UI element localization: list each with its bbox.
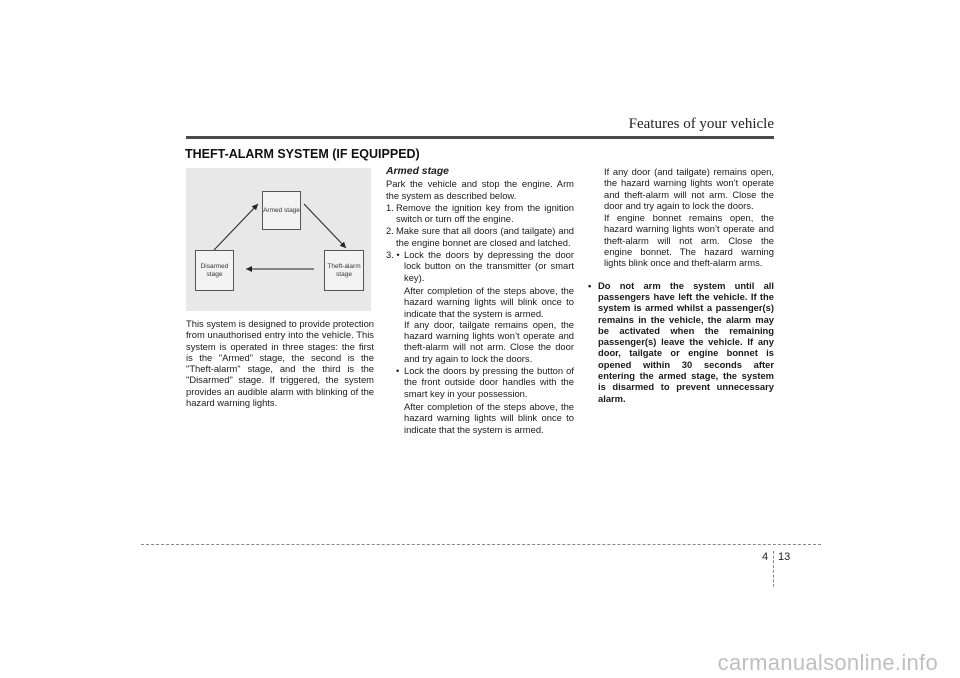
warning-bullet: • bbox=[588, 279, 592, 291]
warning-text: Do not arm the system until all passengers have left the vehicle. If the system is armed whilst a passenger(s) remains in the vehicle, the alarm may be activated when the remaining passenger(s) leave the vehicle. If any door, tailgate or engine bonnet is opened within 30 seconds after entering the armed stage, the system is disarmed to prevent unnecessary alarm. bbox=[598, 279, 774, 404]
chapter-number: 4 bbox=[762, 551, 769, 563]
step-2-text: Make sure that all doors (and tailgate) and the engine bonnet are closed and latched. bbox=[396, 225, 574, 248]
armed-stage-heading: Armed stage bbox=[386, 166, 449, 177]
step-1 bbox=[386, 202, 574, 225]
theft-alarm-stage-box: Theft-alarm stage bbox=[324, 250, 364, 291]
arrow-to-theft bbox=[304, 204, 346, 248]
step-1-text: Remove the ignition key from the ignition switch or turn off the engine. bbox=[396, 201, 574, 225]
footer-rule bbox=[141, 544, 821, 545]
armed-stage-box: Armed stage bbox=[262, 191, 301, 230]
step-2-number: 2. bbox=[386, 225, 394, 237]
step-3-bullet-2-after: After completion of the steps above, the hazard warning lights will blink once to indicate that the system is armed. bbox=[404, 400, 574, 435]
running-header: Features of your vehicle bbox=[628, 116, 774, 132]
step-1-number: 1. bbox=[386, 201, 394, 213]
door-open-note: If any door (and tailgate) remains open, the hazard warning lights won’t operate and theft-alarm will not arm. Close the door and try again to lock the doors. bbox=[604, 166, 774, 211]
intro-column bbox=[186, 318, 374, 408]
step-3-bullet-2 bbox=[386, 365, 574, 399]
arrow-to-armed bbox=[214, 204, 258, 250]
bullet-mark: • bbox=[396, 365, 400, 377]
step-3-text: Lock the doors by depressing the door lock button on the transmitter (or smart key). bbox=[404, 249, 574, 283]
site-watermark: carmanualsonline.info bbox=[717, 650, 938, 675]
armed-stage-column bbox=[386, 166, 574, 435]
page-number: 13 bbox=[778, 551, 791, 563]
step-3 bbox=[386, 249, 574, 283]
disarmed-stage-box: Disarmed stage bbox=[195, 250, 234, 291]
header-rule bbox=[186, 136, 774, 139]
step-3-after: After completion of the steps above, the hazard warning lights will blink once to indicate that the system is armed. bbox=[404, 284, 574, 319]
alarm-stage-diagram bbox=[186, 168, 371, 311]
section-title: THEFT-ALARM SYSTEM (IF EQUIPPED) bbox=[185, 147, 420, 161]
step-3-bullet-2-text: Lock the doors by pressing the button of the front outside door handles with the smart key in your possession. bbox=[404, 365, 574, 399]
bonnet-open-note: If engine bonnet remains open, the hazard warning lights won’t operate and theft-alarm will not arm. Close the engine bonnet. The hazard warning lights blink once and theft-alarm arms. bbox=[604, 212, 774, 269]
armed-stage-intro: Park the vehicle and stop the engine. Arm the system as described below. bbox=[386, 178, 574, 201]
step-3-if-open: If any door, tailgate remains open, the hazard warning lights won’t operate and theft-alarm will not arm. Close the door and try again to lock the doors. bbox=[404, 318, 574, 364]
intro-paragraph: This system is designed to provide protection from unauthorised entry into the vehicle. This system is operated in three stages: the first is the "Armed" stage, the second is the "Theft-alarm" stage, and the third is the "Disarmed" stage. If triggered, the system provides an audible alarm with blinking of the hazard warning lights. bbox=[186, 318, 374, 409]
armed-stage-continued-column bbox=[586, 166, 774, 404]
warning-note bbox=[586, 280, 774, 404]
footer-divider bbox=[773, 551, 774, 587]
step-2 bbox=[386, 225, 574, 248]
step-3-number: 3. • bbox=[386, 249, 400, 261]
